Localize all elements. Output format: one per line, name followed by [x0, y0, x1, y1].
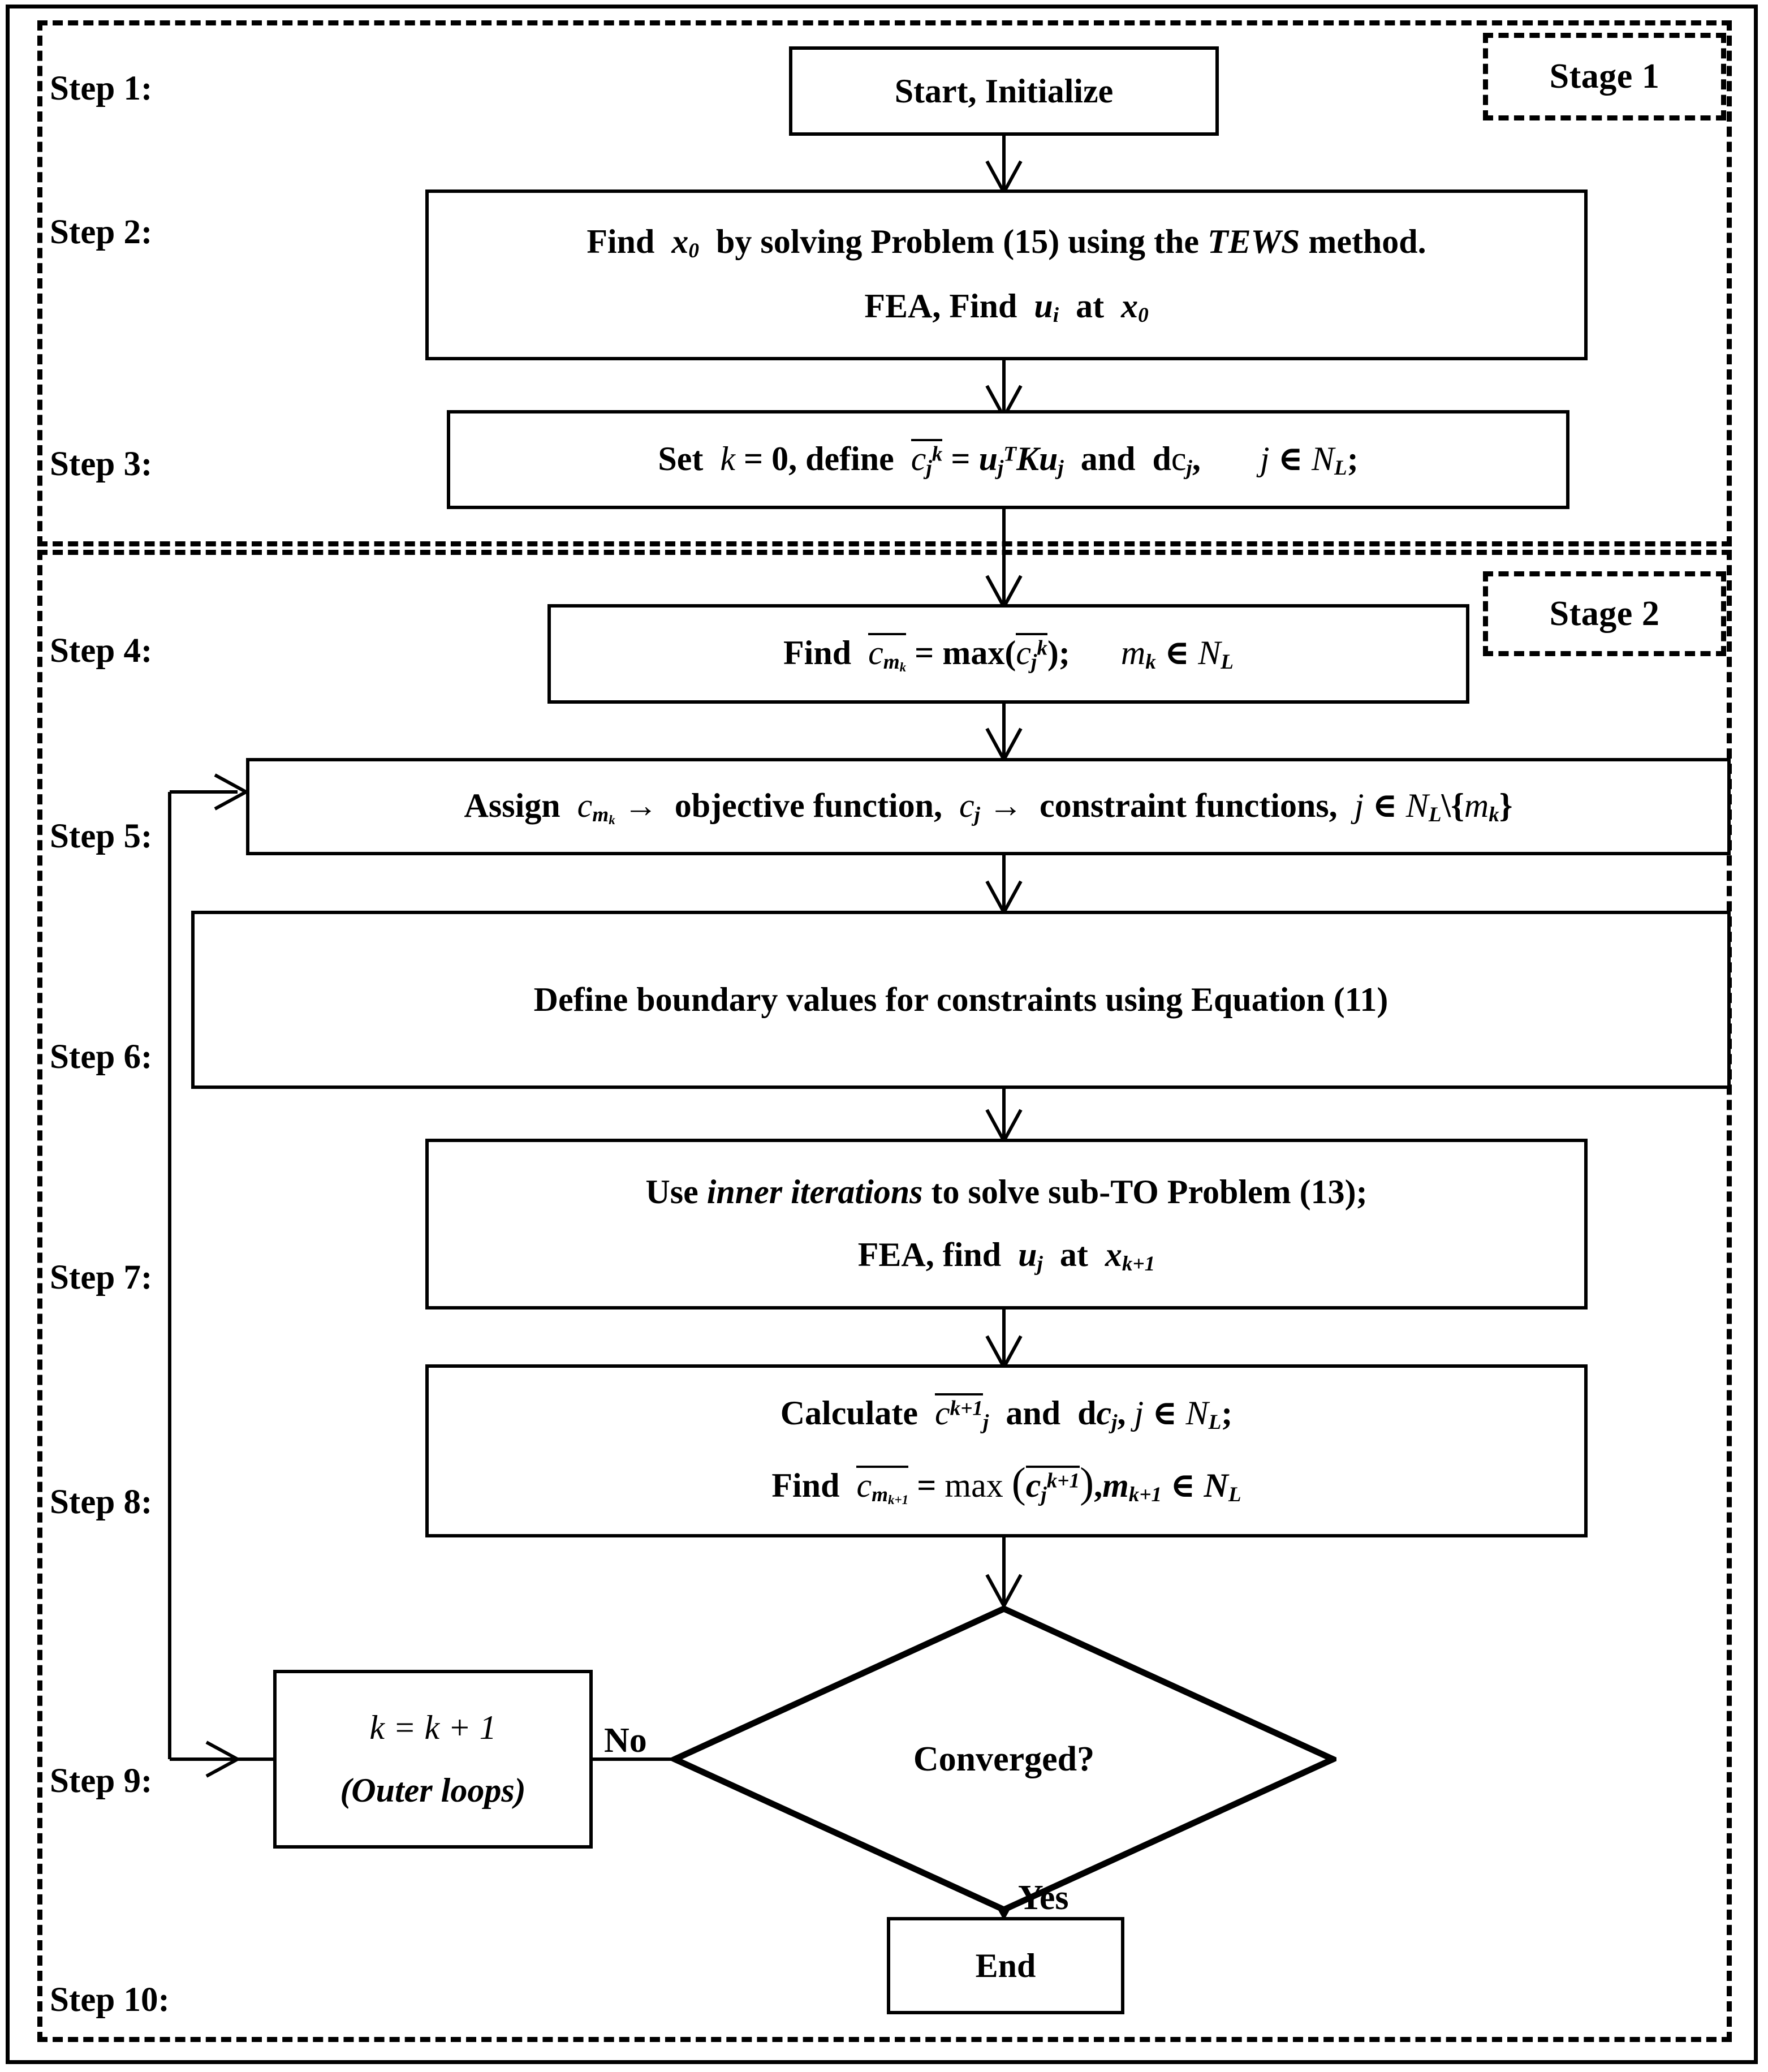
node-step7-line1: Use inner iterations to solve sub-TO Problem (13); [645, 1173, 1368, 1211]
node-decision-text: Converged? [913, 1739, 1095, 1778]
step-label-3: Step 3: [50, 445, 153, 483]
node-step7[interactable] [425, 1139, 1588, 1309]
stage-2-tag [1483, 571, 1726, 656]
node-step8[interactable] [425, 1364, 1588, 1537]
node-loopback-line1: k = k + 1 [369, 1709, 497, 1746]
node-step5-text: Assign $c_{m_k}$ → objective function, $c_j$ → constraint functions, j ∈ $N_L\backslash\{m_k\}$ [464, 787, 1513, 828]
step-label-6: Step 6: [50, 1038, 153, 1076]
node-step4[interactable] [547, 604, 1469, 704]
step-label-9: Step 9: [50, 1762, 153, 1800]
decision-diamond-shape [671, 1605, 1336, 1913]
step-label-10: Step 10: [50, 1981, 170, 2019]
node-loopback-line2: (Outer loops) [340, 1772, 526, 1809]
node-step2-line2: FEA, Find $u_i$ at $x_0$ [864, 287, 1149, 328]
node-loopback[interactable] [273, 1670, 593, 1849]
node-step3[interactable] [447, 410, 1569, 509]
step-label-1: Step 1: [50, 70, 153, 107]
node-start-text: Start, Initialize [894, 72, 1114, 110]
edge-label-no: No [604, 1721, 647, 1760]
stage-1-tag [1483, 33, 1726, 120]
node-step5[interactable] [246, 758, 1731, 855]
node-step8-line2: Find $c_{m_{k+1}} = \max (c_j^{k+1}),m_{k+1}$ ∈ $N_L$ [771, 1459, 1241, 1507]
node-end[interactable] [887, 1917, 1124, 2014]
node-step7-line2: FEA, find $u_j$ at $x_{k+1}$ [857, 1235, 1155, 1276]
node-end-text: End [975, 1946, 1036, 1984]
stage-1-label: Stage 1 [1549, 57, 1660, 96]
step-label-8: Step 8: [50, 1483, 153, 1521]
step-label-7: Step 7: [50, 1259, 153, 1296]
step-label-2: Step 2: [50, 213, 153, 251]
edge-label-yes: Yes [1018, 1879, 1069, 1917]
node-start[interactable] [789, 46, 1219, 136]
node-decision[interactable] [671, 1605, 1336, 1913]
stage-2-label: Stage 2 [1549, 594, 1660, 633]
step-label-4: Step 4: [50, 632, 153, 670]
node-step8-line1: Calculate $c^{k+1}_j$ and $dc_j$, j ∈ $N_L$; [780, 1394, 1233, 1435]
node-step2[interactable] [425, 189, 1588, 360]
node-step6[interactable] [191, 911, 1731, 1089]
node-step3-text: Set k = 0, define $c_j^k = u_j^TKu_j$ and $dc_j$, j ∈ $N_L$; [658, 440, 1359, 480]
node-step2-line1: Find $x_0$ by solving Problem (15) using the TEWS method. [587, 223, 1426, 263]
step-label-5: Step 5: [50, 817, 153, 855]
node-step4-text: Find $c_{m_k} = \max(c_j^k)$; $m_k$ ∈ $N_L$ [783, 634, 1234, 675]
node-step6-text: Define boundary values for constraints using Equation (11) [533, 981, 1388, 1018]
